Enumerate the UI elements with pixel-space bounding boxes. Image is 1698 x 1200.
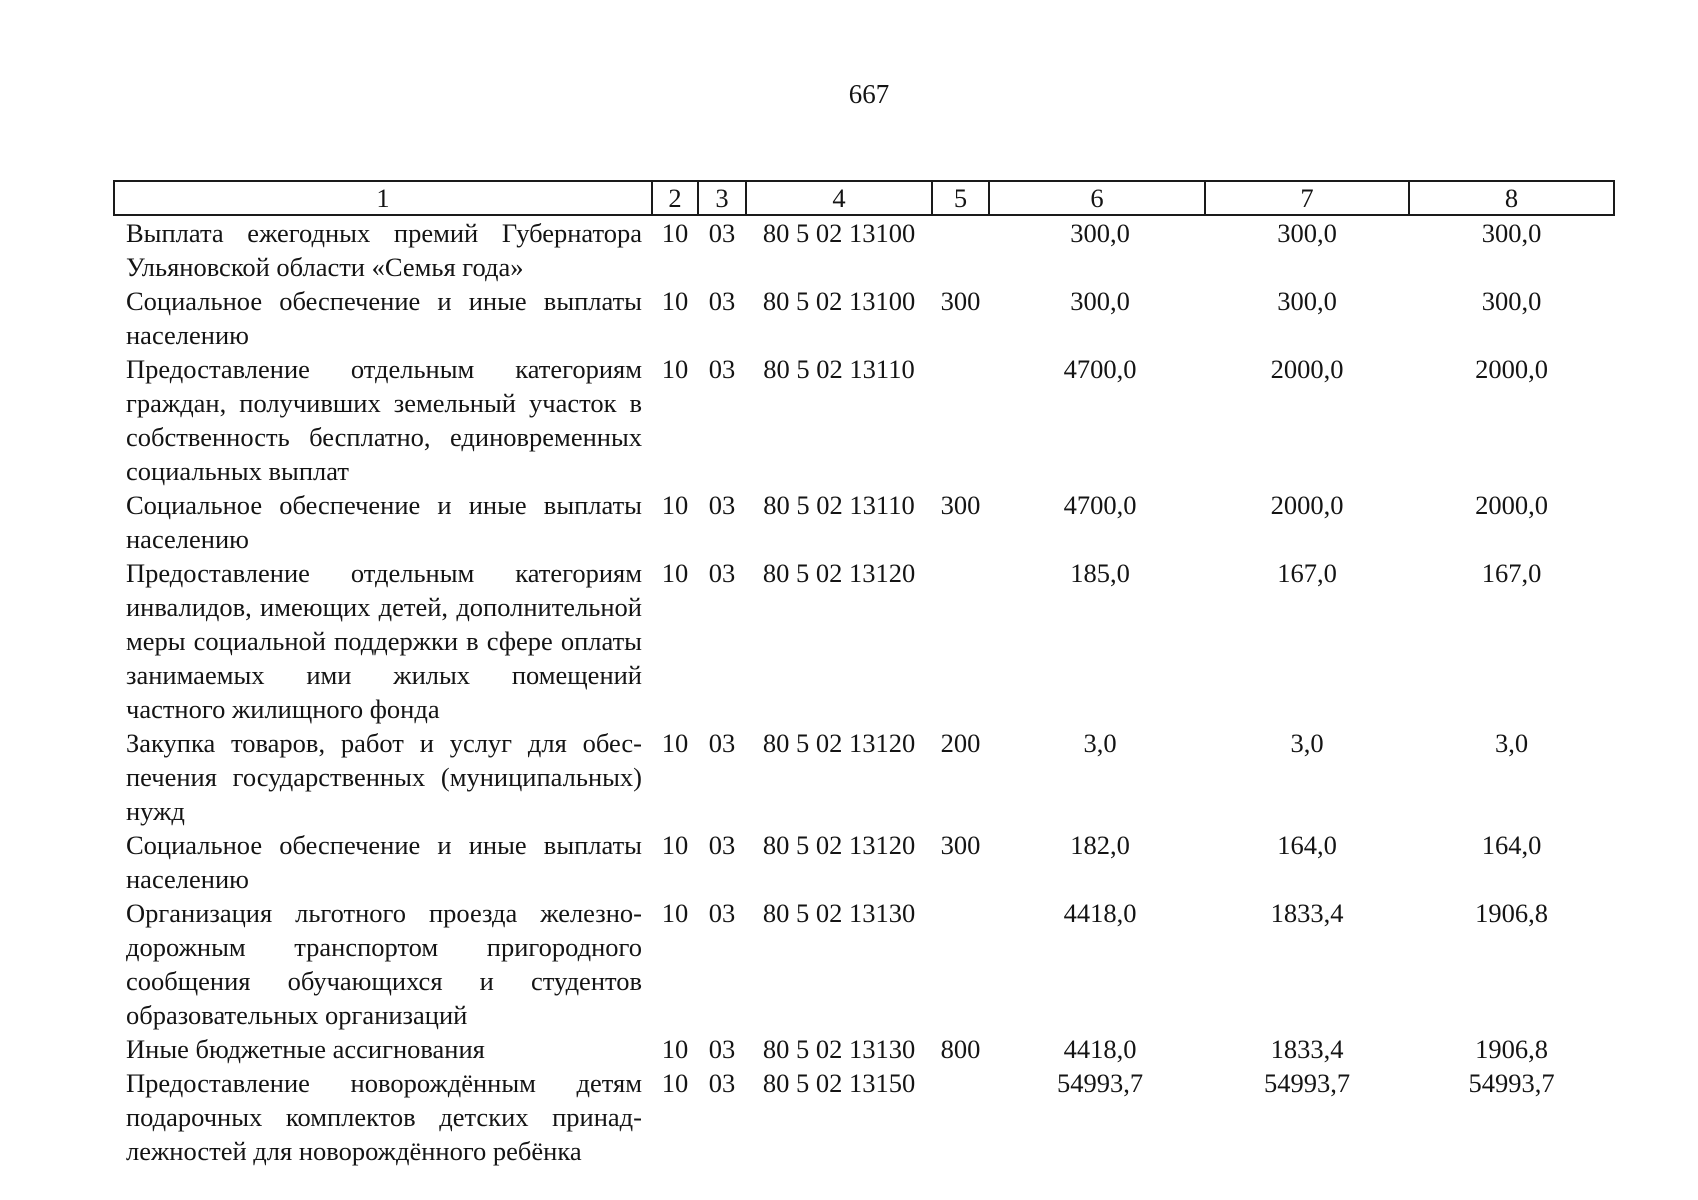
row-target-code: 80 5 02 13130: [762, 898, 916, 928]
row-amount-col7: 3,0: [1290, 728, 1324, 758]
row-amount-col7: 2000,0: [1270, 490, 1344, 520]
row-target-code: 80 5 02 13130: [762, 1034, 916, 1064]
row-section: 10: [661, 1068, 689, 1098]
row-section: 10: [661, 490, 689, 520]
row-amount-col6: 182,0: [1070, 830, 1130, 860]
table-row: [114, 1066, 1614, 1168]
row-amount-col7: 164,0: [1277, 830, 1337, 860]
row-section: 10: [661, 830, 689, 860]
row-amount-col8: 2000,0: [1475, 490, 1548, 520]
row-subsection: 03: [708, 354, 736, 384]
row-amount-col7: 300,0: [1277, 286, 1337, 316]
row-target-code: 80 5 02 13100: [762, 218, 916, 248]
row-amount-col7: 1833,4: [1270, 898, 1344, 928]
row-name: Предоставление новорождённым детям подарочных комплектов детских принадлежностей для новорождённого ребёнка: [126, 1068, 642, 1166]
header-cell-6: 6: [989, 181, 1205, 215]
table-row: [114, 556, 1614, 726]
row-expense-type: 300: [940, 286, 981, 316]
row-amount-col7: 54993,7: [1263, 1068, 1351, 1098]
row-amount-col8: 1906,8: [1475, 1034, 1548, 1064]
row-amount-col6: 4700,0: [1063, 354, 1137, 384]
row-target-code: 80 5 02 13110: [763, 490, 915, 520]
row-subsection: 03: [708, 830, 736, 860]
row-expense-type: 800: [940, 1034, 981, 1064]
row-expense-type: [932, 215, 989, 284]
table-row: [114, 726, 1614, 828]
row-target-code: 80 5 02 13150: [762, 1068, 916, 1098]
table-row: [114, 896, 1614, 1032]
row-amount-col6: 54993,7: [1056, 1068, 1144, 1098]
row-expense-type: 300: [940, 490, 981, 520]
row-section: 10: [661, 218, 689, 248]
row-section: 10: [661, 354, 689, 384]
row-expense-type: [932, 352, 989, 488]
row-target-code: 80 5 02 13120: [762, 830, 916, 860]
row-amount-col6: 4418,0: [1063, 1034, 1137, 1064]
row-target-code: 80 5 02 13110: [763, 354, 915, 384]
row-name: Организация льготного проезда железнодорожным транспортом пригородного сообщения обучающихся и студентов образовательных организаций: [126, 898, 642, 1030]
header-cell-7: 7: [1205, 181, 1409, 215]
row-expense-type: 200: [940, 728, 981, 758]
table-row: [114, 1032, 1614, 1066]
row-subsection: 03: [708, 286, 736, 316]
header-cell-2: 2: [652, 181, 698, 215]
row-name: Выплата ежегодных премий Губернатора Ульяновской области «Семья года»: [126, 218, 642, 282]
row-section: 10: [661, 286, 689, 316]
row-amount-col8: 164,0: [1481, 830, 1542, 860]
row-subsection: 03: [708, 1034, 736, 1064]
row-name: Предоставление отдельным категориям инвалидов, имеющих детей, дополнительной меры социальной поддержки в сфере оплаты занимаемых ими жилых помещений частного жилищного фонда: [126, 558, 642, 724]
row-name: Социальное обеспечение и иные выплаты населению: [126, 490, 642, 554]
row-expense-type: [932, 1066, 989, 1168]
header-cell-3: 3: [698, 181, 746, 215]
table-row: [114, 284, 1614, 352]
row-amount-col6: 4418,0: [1063, 898, 1137, 928]
row-section: 10: [661, 1034, 689, 1064]
header-cell-5: 5: [932, 181, 989, 215]
row-name: Социальное обеспечение и иные выплаты населению: [126, 830, 642, 894]
row-expense-type: [932, 556, 989, 726]
row-target-code: 80 5 02 13120: [762, 728, 916, 758]
row-target-code: 80 5 02 13120: [762, 558, 916, 588]
table-row: [114, 215, 1614, 284]
row-amount-col8: 2000,0: [1475, 354, 1548, 384]
row-target-code: 80 5 02 13100: [762, 286, 916, 316]
row-amount-col6: 300,0: [1070, 218, 1130, 248]
row-name: Закупка товаров, работ и услуг для обеспечения государственных (муниципальных) нужд: [126, 728, 642, 826]
row-amount-col7: 300,0: [1277, 218, 1337, 248]
row-amount-col6: 3,0: [1083, 728, 1117, 758]
row-amount-col6: 300,0: [1070, 286, 1130, 316]
row-name: Иные бюджетные ассигнования: [126, 1034, 485, 1064]
row-subsection: 03: [708, 558, 736, 588]
row-name: Предоставление отдельным категориям граждан, получивших земельный участок в собственность бесплатно, единовременных социальных выплат: [126, 354, 642, 486]
page-number-text: 667: [848, 79, 890, 109]
row-amount-col8: 167,0: [1481, 558, 1542, 588]
header-cell-8: 8: [1409, 181, 1614, 215]
header-row: [114, 181, 1614, 215]
table-body: [114, 215, 1614, 1168]
row-amount-col8: 1906,8: [1475, 898, 1548, 928]
budget-table: [113, 180, 1615, 1168]
header-cell-4: 4: [746, 181, 932, 215]
row-expense-type: [932, 896, 989, 1032]
row-section: 10: [661, 728, 689, 758]
row-amount-col6: 4700,0: [1063, 490, 1137, 520]
row-amount-col8: 300,0: [1481, 286, 1542, 316]
page-number: [0, 78, 1698, 110]
row-name: Социальное обеспечение и иные выплаты населению: [126, 286, 642, 350]
row-subsection: 03: [708, 218, 736, 248]
row-amount-col8: 3,0: [1494, 728, 1529, 758]
table-row: [114, 352, 1614, 488]
row-subsection: 03: [708, 490, 736, 520]
table-row: [114, 828, 1614, 896]
row-expense-type: 300: [940, 830, 981, 860]
header-cell-1: 1: [114, 181, 652, 215]
row-amount-col7: 1833,4: [1270, 1034, 1344, 1064]
row-section: 10: [661, 558, 689, 588]
row-subsection: 03: [708, 898, 736, 928]
row-subsection: 03: [708, 1068, 736, 1098]
table-row: [114, 488, 1614, 556]
table-header: [114, 181, 1614, 215]
row-amount-col6: 185,0: [1070, 558, 1130, 588]
row-amount-col7: 167,0: [1277, 558, 1337, 588]
row-section: 10: [661, 898, 689, 928]
row-subsection: 03: [708, 728, 736, 758]
row-amount-col7: 2000,0: [1270, 354, 1344, 384]
row-amount-col8: 54993,7: [1468, 1068, 1555, 1098]
row-amount-col8: 300,0: [1481, 218, 1542, 248]
